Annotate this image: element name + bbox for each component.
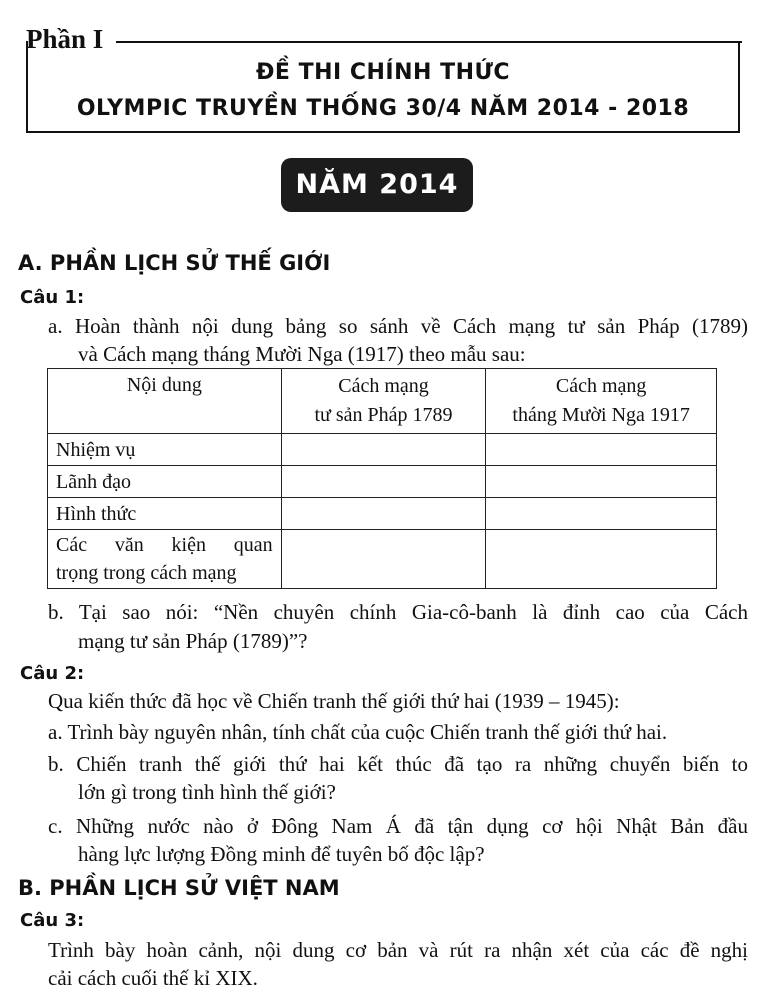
title-line-2: OLYMPIC TRUYỀN THỐNG 30/4 NĂM 2014 - 2018: [76, 96, 690, 121]
q2-c-line1: c. Những nước nào ở Đông Nam Á đã tận dụng cơ hội Nhật Bản đầu: [48, 814, 748, 838]
empty-cell: [281, 530, 486, 589]
empty-cell: [281, 466, 486, 498]
empty-cell: [486, 466, 717, 498]
table-row: [48, 434, 717, 466]
section-a-heading: A. PHẦN LỊCH SỬ THẾ GIỚI: [18, 251, 331, 275]
q2-a: a. Trình bày nguyên nhân, tính chất của cuộc Chiến tranh thế giới thứ hai.: [48, 720, 668, 744]
q3-line2: cải cách cuối thế kỉ XIX.: [48, 966, 258, 990]
part-label: Phần I: [26, 24, 104, 54]
header-france: Cách mạng tư sản Pháp 1789: [281, 369, 486, 434]
table-row: [48, 466, 717, 498]
row-label: Lãnh đạo: [48, 466, 282, 498]
row-label: Hình thức: [48, 498, 282, 530]
question-1-label: Câu 1:: [20, 287, 85, 308]
q2-b-line1: b. Chiến tranh thế giới thứ hai kết thúc đã tạo ra những chuyển biến to: [48, 752, 748, 776]
q1-a-line1: a. Hoàn thành nội dung bảng so sánh về Cách mạng tư sản Pháp (1789): [48, 314, 748, 338]
q3-line1: Trình bày hoàn cảnh, nội dung cơ bản và rút ra nhận xét của các đề nghị: [48, 938, 748, 962]
empty-cell: [281, 434, 486, 466]
header-content: Nội dung: [48, 369, 282, 434]
table-row: [48, 530, 717, 589]
question-3-label: Câu 3:: [20, 910, 85, 931]
question-2-label: Câu 2:: [20, 663, 85, 684]
empty-cell: [281, 498, 486, 530]
q2-b-line2: lớn gì trong tình hình thế giới?: [78, 780, 336, 804]
section-b-heading: B. PHẦN LỊCH SỬ VIỆT NAM: [18, 876, 340, 900]
empty-cell: [486, 434, 717, 466]
q1-a-line2: và Cách mạng tháng Mười Nga (1917) theo mẫu sau:: [78, 342, 526, 366]
table-header-row: [48, 369, 717, 434]
empty-cell: [486, 530, 717, 589]
q2-c-line2: hàng lực lượng Đồng minh để tuyên bố độc lập?: [78, 842, 485, 866]
row-label: Nhiệm vụ: [48, 434, 282, 466]
year-badge: NĂM 2014: [281, 158, 473, 212]
q1-b-line1: b. Tại sao nói: “Nền chuyên chính Gia-cô-banh là đỉnh cao của Cách: [48, 600, 748, 624]
q1-b-line2: mạng tư sản Pháp (1789)”?: [78, 629, 308, 653]
q2-intro: Qua kiến thức đã học về Chiến tranh thế giới thứ hai (1939 – 1945):: [48, 689, 620, 713]
empty-cell: [486, 498, 717, 530]
header-russia: Cách mạng tháng Mười Nga 1917: [486, 369, 717, 434]
comparison-table: [47, 368, 717, 589]
row-label: Các văn kiện quan trọng trong cách mạng: [48, 530, 282, 589]
table-row: [48, 498, 717, 530]
title-line-1: ĐỀ THI CHÍNH THỨC: [255, 60, 511, 85]
